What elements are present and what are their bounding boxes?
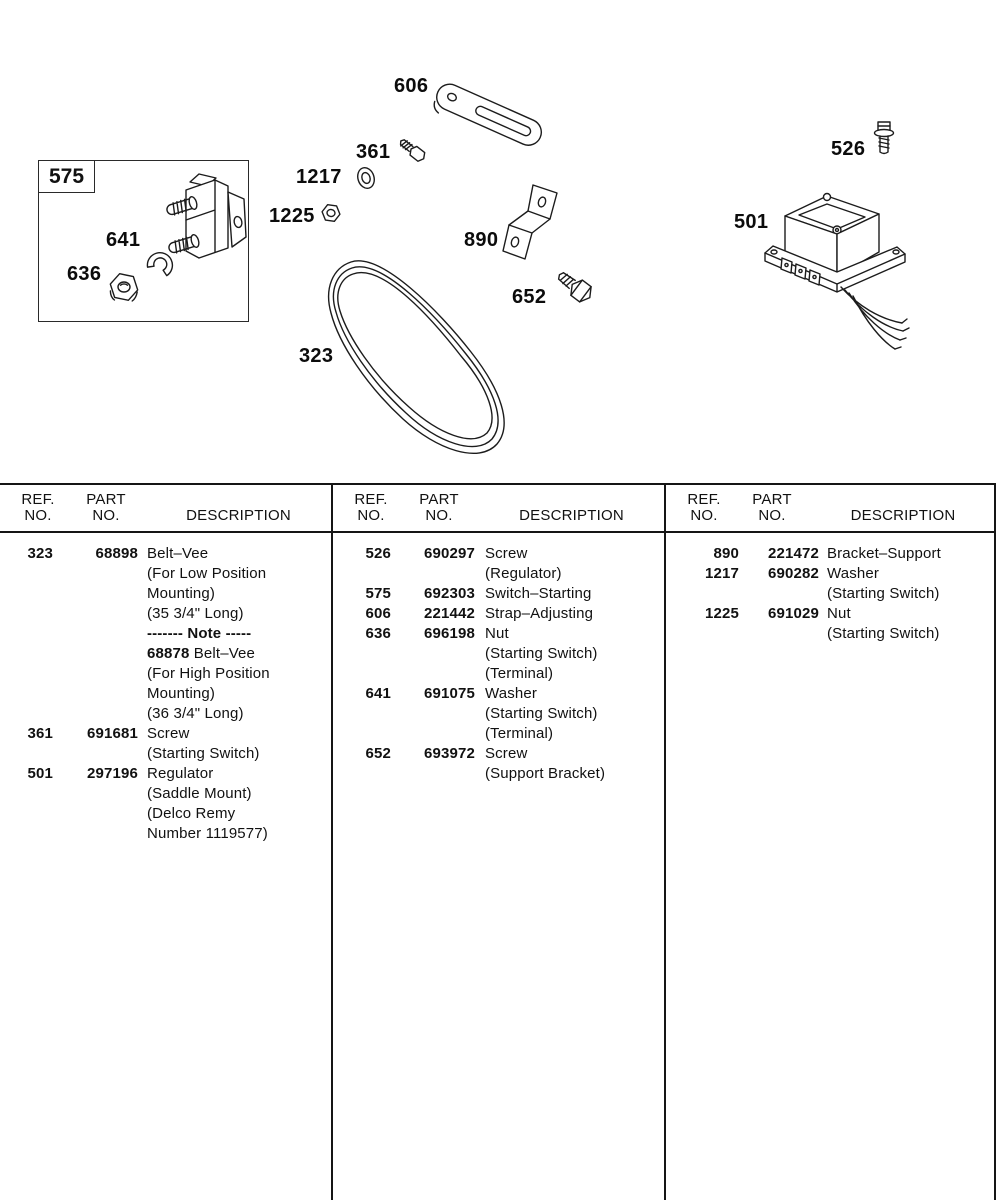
part-no-cell [739, 624, 819, 644]
ref-no-cell [333, 664, 391, 684]
part-no-cell [739, 584, 819, 604]
description-cell: (Terminal) [485, 665, 554, 682]
description-cell: (35 3/4" Long) [147, 605, 244, 622]
ref-no-cell: 641 [365, 685, 391, 702]
ref-no-cell [0, 804, 53, 824]
part-no-cell [53, 564, 138, 584]
ref-no-cell [0, 624, 53, 644]
part-label-1225: 1225 [269, 205, 315, 227]
part-no-cell [391, 724, 475, 744]
description-cell: Mounting) [147, 585, 216, 602]
description-cell: (Regulator) [485, 565, 562, 582]
ref-no-cell: 1217 [705, 565, 739, 582]
part-no-cell: 691681 [87, 725, 138, 742]
table-line [0, 584, 331, 604]
part-no-header [732, 485, 812, 531]
part-no-cell: 690282 [768, 565, 819, 582]
table-line [333, 764, 664, 784]
part-no-cell [391, 764, 475, 784]
table-line [0, 644, 331, 664]
part-no-cell [53, 684, 138, 704]
description-cell: (Starting Switch) [485, 705, 598, 722]
description-cell: Bracket–Support [827, 545, 941, 562]
ref-no-cell: 575 [365, 585, 391, 602]
ref-no-cell [0, 564, 53, 584]
description-header: DESCRIPTION [519, 507, 624, 524]
part-no-cell: 691075 [424, 685, 475, 702]
table-line [0, 824, 331, 844]
description-cell: (For Low Position [147, 565, 267, 582]
table-line [333, 644, 664, 664]
column-header [333, 485, 664, 533]
table-line [333, 704, 664, 724]
description-cell: ------- Note ----- [147, 625, 252, 642]
table-line [0, 764, 331, 784]
ref-no-cell [0, 704, 53, 724]
part-header-line1: PART [752, 491, 792, 508]
regulator-screw-icon [875, 122, 894, 154]
part-no-header [399, 485, 479, 531]
ref-no-cell [666, 584, 739, 604]
description-cell: Regulator [147, 765, 214, 782]
ref-no-header [343, 485, 399, 531]
part-label-606: 606 [394, 75, 429, 97]
part-no-cell [53, 624, 138, 644]
ref-no-cell [333, 564, 391, 584]
callout-575-text: 575 [48, 164, 85, 188]
part-no-cell [53, 644, 138, 664]
part-no-header [66, 485, 146, 531]
table-line [333, 604, 664, 624]
table-line [333, 664, 664, 684]
description-cell: (Starting Switch) [485, 645, 598, 662]
part-header-line2: NO. [758, 507, 786, 524]
ref-header-line1: REF. [21, 491, 55, 508]
part-no-cell: 692303 [424, 585, 475, 602]
column-header [666, 485, 994, 533]
ref-no-cell [333, 644, 391, 664]
v-belt-icon [329, 261, 504, 453]
part-no-cell [53, 824, 138, 844]
part-no-cell: 68898 [95, 545, 138, 562]
table-line [666, 604, 994, 624]
bracket-support-icon [503, 185, 557, 259]
description-cell: Screw [485, 745, 528, 762]
ref-header-line2: NO. [24, 507, 52, 524]
table-line [333, 544, 664, 564]
ref-no-cell [0, 644, 53, 664]
part-label-361: 361 [356, 141, 391, 163]
description-cell: (Support Bracket) [485, 765, 606, 782]
part-label-526: 526 [831, 138, 866, 160]
description-cell: (36 3/4" Long) [147, 705, 244, 722]
table-line [0, 744, 331, 764]
table-line [0, 544, 331, 564]
ref-no-cell [0, 664, 53, 684]
ref-no-cell: 636 [365, 625, 391, 642]
part-label-501: 501 [734, 211, 769, 233]
ref-header-line2: NO. [690, 507, 718, 524]
table-line [0, 624, 331, 644]
table-line [0, 684, 331, 704]
part-no-cell: 691029 [768, 605, 819, 622]
table-line [0, 604, 331, 624]
ref-header-line1: REF. [354, 491, 388, 508]
part-no-cell: 690297 [424, 545, 475, 562]
ref-no-cell: 606 [365, 605, 391, 622]
table-line [666, 564, 994, 584]
description-cell: (Starting Switch) [147, 745, 260, 762]
description-cell: Switch–Starting [485, 585, 592, 602]
part-no-cell: 221472 [768, 545, 819, 562]
part-no-cell [391, 704, 475, 724]
table-line [333, 564, 664, 584]
ref-header-line1: REF. [687, 491, 721, 508]
table-line [333, 724, 664, 744]
ref-no-cell [0, 684, 53, 704]
description-cell: (For High Position [147, 665, 270, 682]
description-cell: Number 1119577) [147, 825, 268, 842]
part-no-cell [391, 564, 475, 584]
parts-table-column-3 [666, 485, 994, 1200]
part-label-641: 641 [106, 229, 141, 251]
ref-no-cell [333, 764, 391, 784]
part-label-575 [38, 160, 95, 193]
table-line [0, 784, 331, 804]
part-no-cell [53, 744, 138, 764]
part-header-line1: PART [419, 491, 459, 508]
description-cell: Screw [147, 725, 190, 742]
part-no-cell [53, 664, 138, 684]
parts-table [0, 483, 996, 1200]
description-cell: Mounting) [147, 685, 216, 702]
description-cell: 68878 Belt–Vee [147, 645, 256, 662]
ref-no-cell: 652 [365, 745, 391, 762]
column-body [0, 533, 331, 844]
ref-no-cell: 501 [27, 765, 53, 782]
part-no-cell: 696198 [424, 625, 475, 642]
description-cell: Washer [827, 565, 880, 582]
screw-icon [397, 137, 427, 164]
ref-no-cell [333, 724, 391, 744]
ref-header-line2: NO. [357, 507, 385, 524]
description-cell: Belt–Vee [147, 545, 209, 562]
description-cell: Washer [485, 685, 538, 702]
ref-no-cell: 361 [27, 725, 53, 742]
table-line [666, 584, 994, 604]
part-header-line2: NO. [425, 507, 453, 524]
part-no-cell: 221442 [424, 605, 475, 622]
part-no-cell [53, 804, 138, 824]
description-cell: (Starting Switch) [827, 585, 940, 602]
ref-no-cell [0, 784, 53, 804]
ref-no-header [676, 485, 732, 531]
table-line [333, 744, 664, 764]
table-line [333, 584, 664, 604]
ref-no-cell: 890 [713, 545, 739, 562]
ref-no-cell [0, 744, 53, 764]
description-cell: (Starting Switch) [827, 625, 940, 642]
column-header [0, 485, 331, 533]
description-cell: Nut [485, 625, 509, 642]
ref-no-cell: 323 [27, 545, 53, 562]
table-line [0, 564, 331, 584]
table-line [0, 724, 331, 744]
ref-no-cell [0, 604, 53, 624]
part-label-652: 652 [512, 286, 547, 308]
ref-no-cell [333, 704, 391, 724]
description-cell: Nut [827, 605, 851, 622]
strap-adjusting-icon [430, 80, 545, 155]
part-label-636: 636 [67, 263, 102, 285]
parts-table-column-2 [333, 485, 666, 1200]
parts-table-column-1 [0, 485, 333, 1200]
ref-no-cell: 526 [365, 545, 391, 562]
description-header: DESCRIPTION [186, 507, 291, 524]
table-line [0, 664, 331, 684]
table-line [0, 804, 331, 824]
table-line [333, 624, 664, 644]
description-cell: Strap–Adjusting [485, 605, 594, 622]
ref-no-cell: 1225 [705, 605, 739, 622]
part-no-cell: 693972 [424, 745, 475, 762]
part-no-cell: 297196 [87, 765, 138, 782]
part-label-323: 323 [299, 345, 334, 367]
column-body [666, 533, 994, 644]
ref-no-header [10, 485, 66, 531]
table-line [666, 544, 994, 564]
part-no-cell [53, 704, 138, 724]
description-cell: Screw [485, 545, 528, 562]
part-no-cell [53, 784, 138, 804]
table-line [666, 624, 994, 644]
part-no-cell [53, 584, 138, 604]
support-screw-icon [554, 267, 596, 305]
part-label-890: 890 [464, 229, 499, 251]
description-header: DESCRIPTION [850, 507, 956, 524]
regulator-icon [765, 194, 909, 350]
part-label-1217: 1217 [296, 166, 342, 188]
nut-icon [321, 204, 341, 222]
table-line [0, 704, 331, 724]
part-no-cell [391, 644, 475, 664]
washer-icon [355, 166, 377, 191]
column-body [333, 533, 664, 784]
ref-no-cell [666, 624, 739, 644]
part-no-cell [53, 604, 138, 624]
description-cell: (Terminal) [485, 725, 554, 742]
part-header-line1: PART [86, 491, 126, 508]
description-cell: (Saddle Mount) [147, 785, 252, 802]
ref-no-cell [0, 824, 53, 844]
table-line [333, 684, 664, 704]
part-no-cell [391, 664, 475, 684]
description-cell: (Delco Remy [147, 805, 236, 822]
part-header-line2: NO. [92, 507, 120, 524]
ref-no-cell [0, 584, 53, 604]
